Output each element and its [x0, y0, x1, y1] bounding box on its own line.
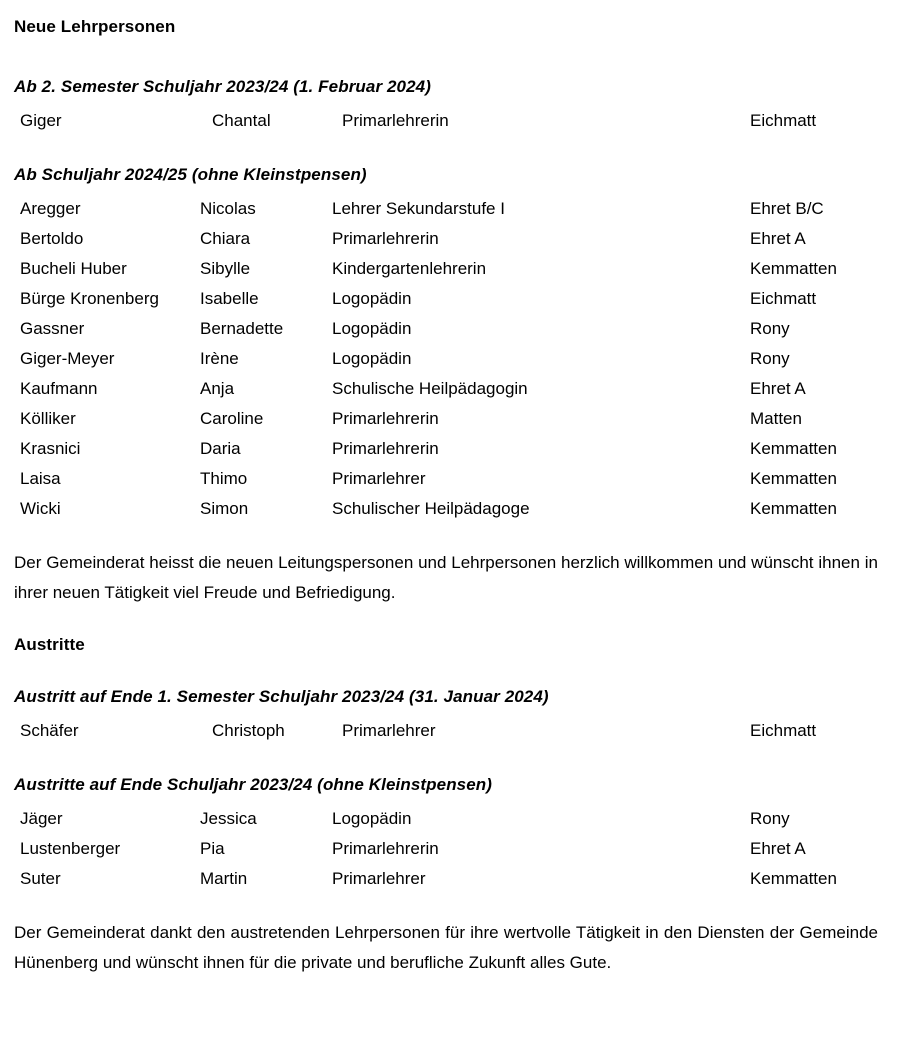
roster-body — [14, 106, 884, 136]
cell-school: Ehret A — [750, 229, 806, 248]
cell-last-name: Lustenberger — [20, 839, 121, 858]
cell-school: Kemmatten — [750, 439, 837, 458]
cell-last-name: Gassner — [20, 319, 85, 338]
cell-first-name: Isabelle — [200, 289, 259, 308]
cell-last-name: Bucheli Huber — [20, 259, 127, 278]
cell-role: Primarlehrerin — [332, 439, 439, 458]
table-row — [14, 224, 884, 254]
spacer — [14, 894, 878, 918]
spacer — [14, 796, 878, 804]
cell-last-name: Bertoldo — [20, 229, 84, 248]
cell-last-name: Bürge Kronenberg — [20, 289, 159, 308]
section-heading-departures: Austritte — [14, 635, 85, 654]
cell-first-name: Chantal — [212, 111, 271, 130]
roster-body — [14, 194, 884, 524]
cell-role: Primarlehrerin — [332, 409, 439, 428]
document-body — [14, 0, 878, 978]
cell-role: Primarlehrerin — [342, 111, 449, 130]
table-row — [14, 834, 884, 864]
cell-first-name: Bernadette — [200, 319, 284, 338]
table-row — [14, 804, 884, 834]
cell-first-name: Martin — [200, 869, 248, 888]
cell-role: Lehrer Sekundarstufe I — [332, 199, 505, 218]
cell-first-name: Caroline — [200, 409, 264, 428]
roster-table-departure-jan-2024 — [14, 716, 884, 746]
section-heading-new-teachers: Neue Lehrpersonen — [14, 17, 176, 36]
cell-school: Eichmatt — [750, 111, 817, 130]
spacer — [14, 608, 878, 634]
spacer — [14, 524, 878, 548]
subsection-heading-departure-jan-2024: Austritt auf Ende 1. Semester Schuljahr 2023/24 (31. Januar 2024) — [14, 687, 549, 706]
paragraph-welcome: Der Gemeinderat heisst die neuen Leitungspersonen und Lehrpersonen herzlich willkommen und wünscht ihnen in ihrer neuen Tätigkeit viel Freude und Befriedigung. — [14, 553, 878, 602]
cell-last-name: Giger-Meyer — [20, 349, 115, 368]
cell-last-name: Kaufmann — [20, 379, 98, 398]
cell-last-name: Giger — [20, 111, 62, 130]
cell-last-name: Jäger — [20, 809, 63, 828]
cell-first-name: Pia — [200, 839, 225, 858]
cell-school: Ehret B/C — [750, 199, 824, 218]
cell-role: Primarlehrer — [342, 721, 436, 740]
cell-role: Primarlehrer — [332, 469, 426, 488]
table-row — [14, 284, 884, 314]
roster-table-new-spring-2024 — [14, 106, 884, 136]
cell-first-name: Nicolas — [200, 199, 256, 218]
table-row — [14, 494, 884, 524]
cell-role: Logopädin — [332, 319, 412, 338]
cell-last-name: Suter — [20, 869, 61, 888]
subsection-heading-departures-schoolyear-2023-24: Austritte auf Ende Schuljahr 2023/24 (ohne Kleinstpensen) — [14, 775, 493, 794]
roster-body — [14, 716, 884, 746]
spacer — [14, 708, 878, 716]
cell-last-name: Schäfer — [20, 721, 79, 740]
table-row — [14, 314, 884, 344]
roster-table-departures-schoolyear-2023-24 — [14, 804, 884, 894]
cell-school: Matten — [750, 409, 802, 428]
cell-first-name: Irène — [200, 349, 239, 368]
cell-role: Kindergartenlehrerin — [332, 259, 487, 278]
cell-first-name: Christoph — [212, 721, 285, 740]
cell-role: Primarlehrerin — [332, 839, 439, 858]
cell-role: Primarlehrerin — [332, 229, 439, 248]
cell-role: Primarlehrer — [332, 869, 426, 888]
cell-first-name: Simon — [200, 499, 249, 518]
cell-role: Schulische Heilpädagogin — [332, 379, 528, 398]
cell-last-name: Kölliker — [20, 409, 76, 428]
cell-last-name: Wicki — [20, 499, 61, 518]
cell-school: Rony — [750, 319, 790, 338]
table-row — [14, 864, 884, 894]
table-row — [14, 464, 884, 494]
subsection-heading-new-spring-2024: Ab 2. Semester Schuljahr 2023/24 (1. Februar 2024) — [14, 77, 431, 96]
cell-school: Kemmatten — [750, 869, 837, 888]
spacer — [14, 136, 878, 164]
table-row — [14, 194, 884, 224]
cell-role: Logopädin — [332, 349, 412, 368]
table-row — [14, 106, 884, 136]
cell-last-name: Krasnici — [20, 439, 81, 458]
cell-first-name: Chiara — [200, 229, 251, 248]
paragraph-thanks: Der Gemeinderat dankt den austretenden Lehrpersonen für ihre wertvolle Tätigkeit in den Diensten der Gemeinde Hünenberg und wünscht ihnen für die private und berufliche Zukunft alles Gute. — [14, 923, 878, 972]
cell-last-name: Aregger — [20, 199, 81, 218]
cell-school: Kemmatten — [750, 499, 837, 518]
cell-first-name: Jessica — [200, 809, 257, 828]
spacer — [14, 186, 878, 194]
spacer — [14, 0, 878, 16]
cell-school: Rony — [750, 349, 790, 368]
cell-school: Kemmatten — [750, 469, 837, 488]
cell-school: Eichmatt — [750, 721, 817, 740]
roster-table-new-schoolyear-2024-25 — [14, 194, 884, 524]
cell-school: Rony — [750, 809, 790, 828]
subsection-heading-new-schoolyear-2024-25: Ab Schuljahr 2024/25 (ohne Kleinstpensen) — [14, 165, 367, 184]
cell-first-name: Daria — [200, 439, 241, 458]
table-row — [14, 344, 884, 374]
cell-role: Schulischer Heilpädagoge — [332, 499, 530, 518]
cell-last-name: Laisa — [20, 469, 61, 488]
cell-role: Logopädin — [332, 809, 412, 828]
table-row — [14, 716, 884, 746]
spacer — [14, 656, 878, 686]
table-row — [14, 404, 884, 434]
cell-role: Logopädin — [332, 289, 412, 308]
cell-school: Ehret A — [750, 839, 806, 858]
spacer — [14, 746, 878, 774]
cell-first-name: Sibylle — [200, 259, 251, 278]
table-row — [14, 374, 884, 404]
spacer — [14, 98, 878, 106]
spacer — [14, 38, 878, 76]
table-row — [14, 254, 884, 284]
table-row — [14, 434, 884, 464]
cell-first-name: Anja — [200, 379, 235, 398]
cell-first-name: Thimo — [200, 469, 248, 488]
roster-body — [14, 804, 884, 894]
cell-school: Ehret A — [750, 379, 806, 398]
cell-school: Kemmatten — [750, 259, 837, 278]
cell-school: Eichmatt — [750, 289, 817, 308]
